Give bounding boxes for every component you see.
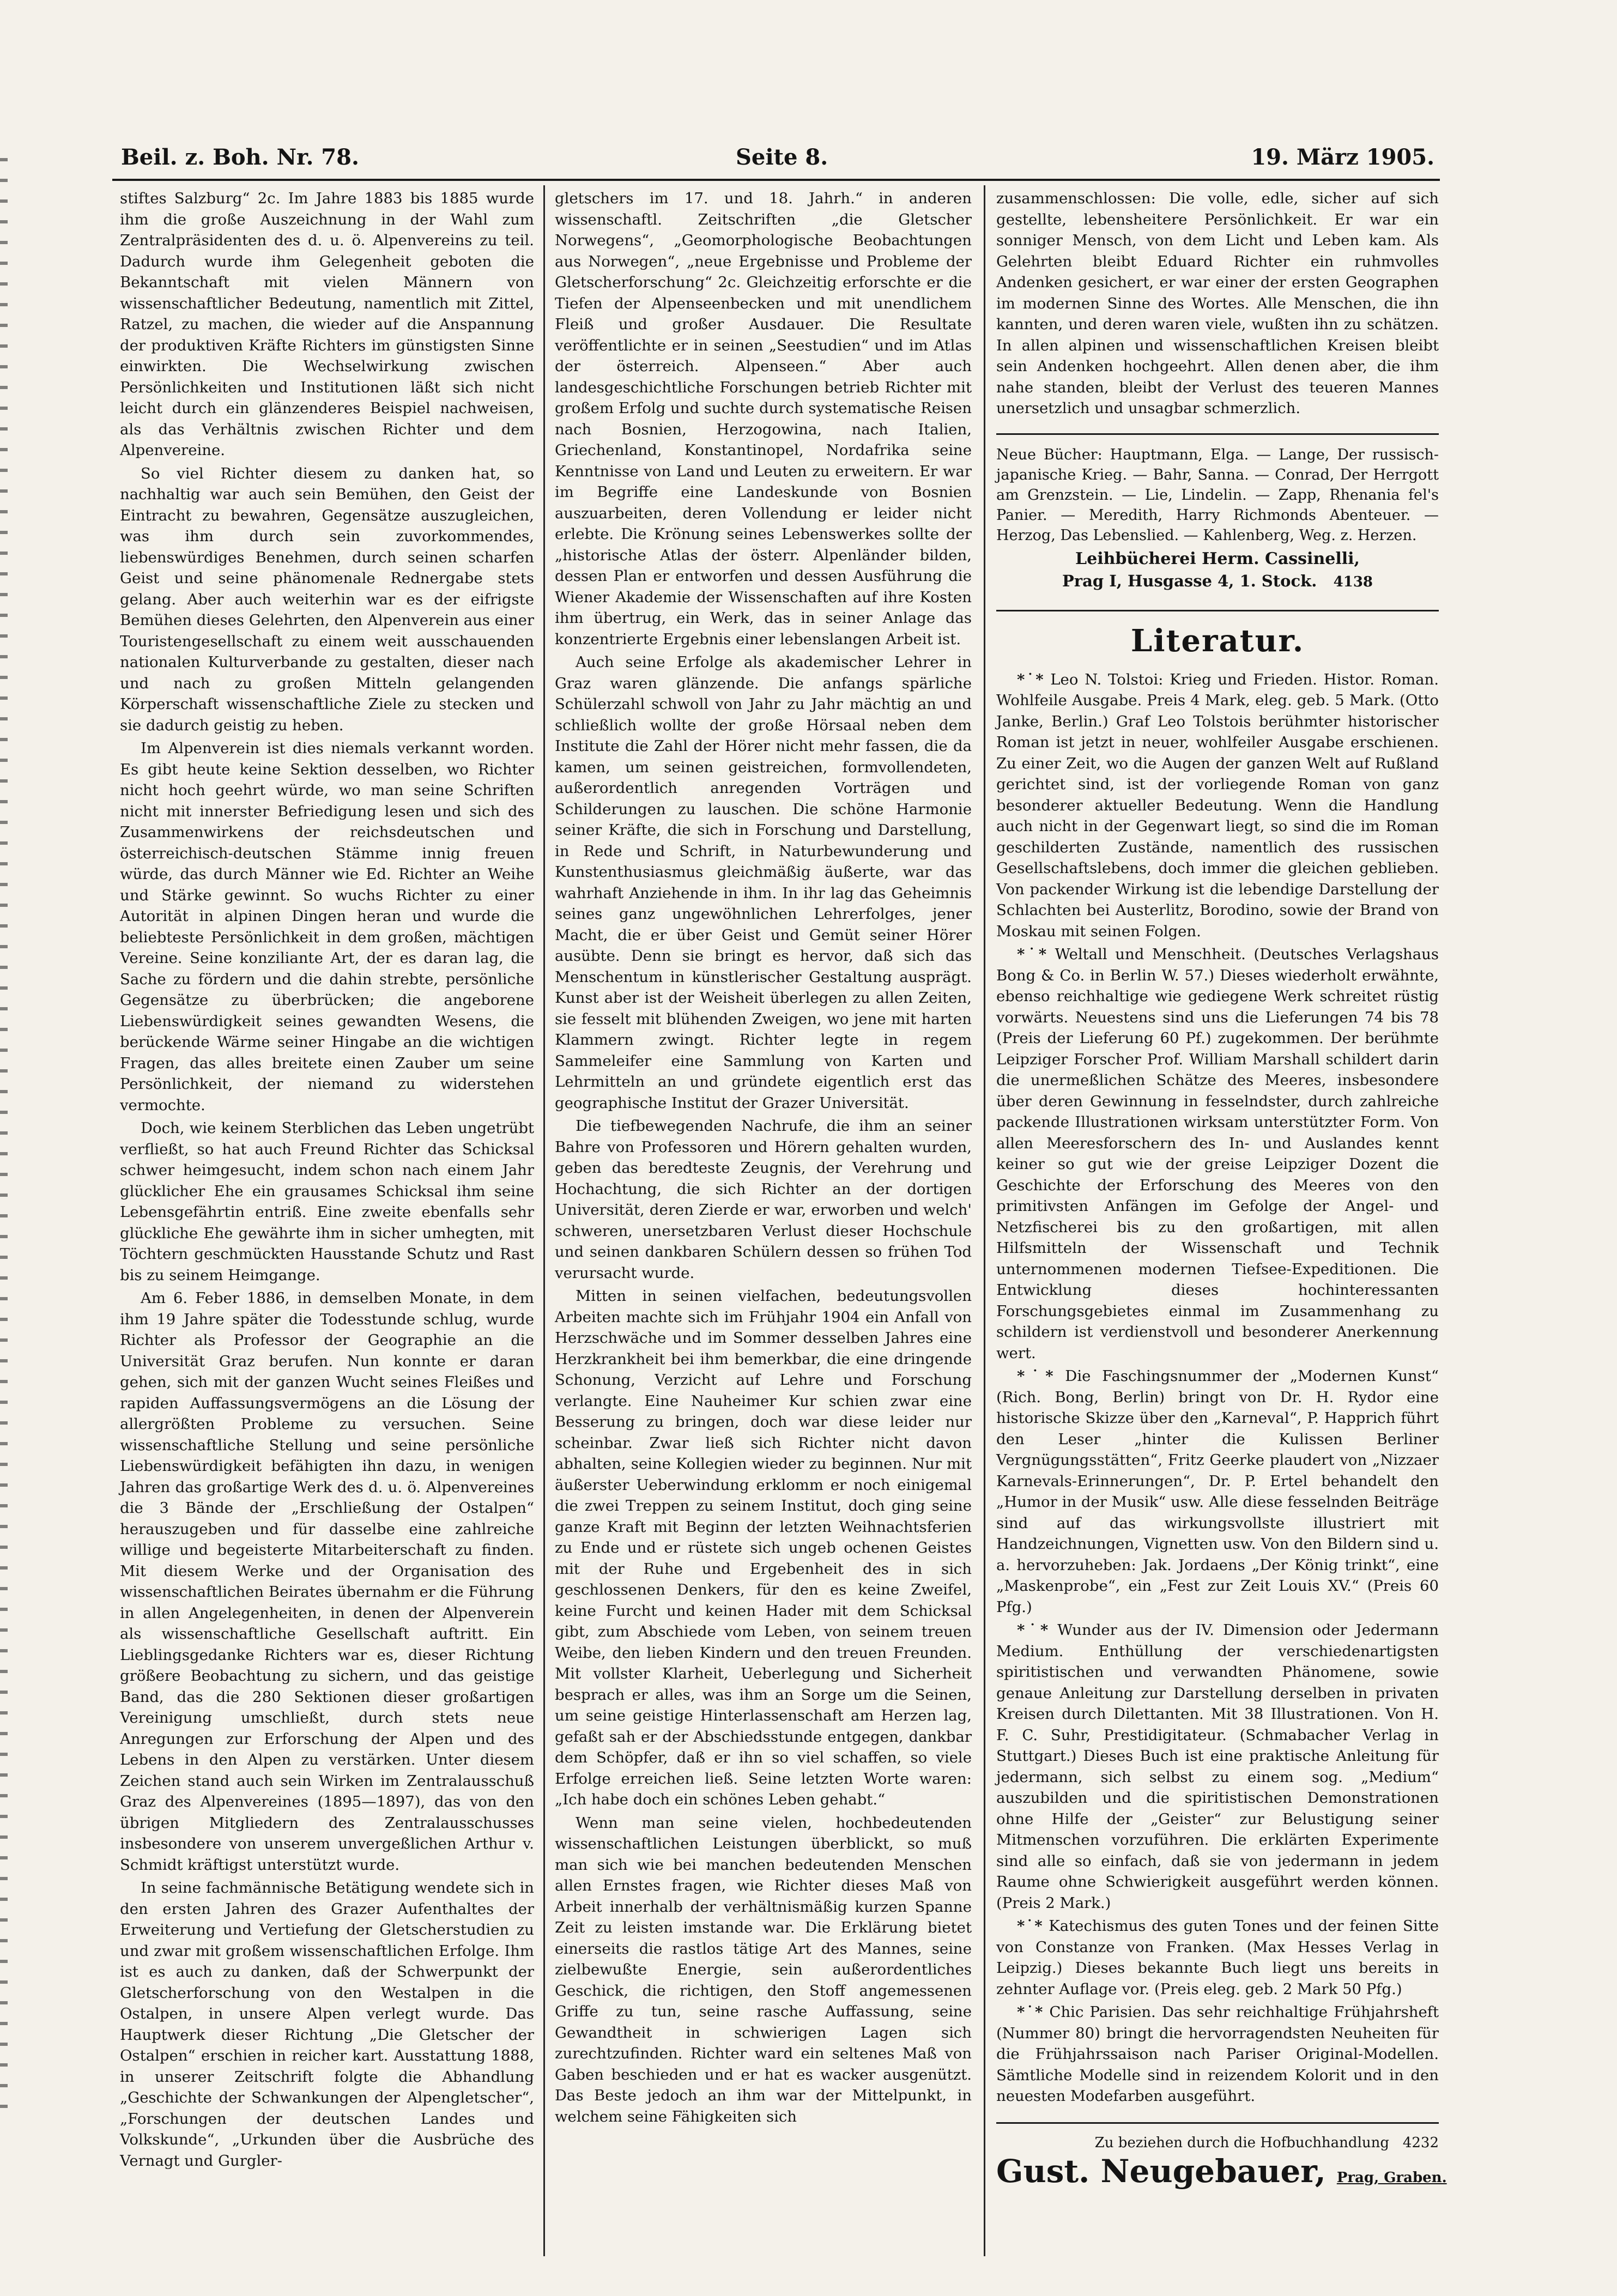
column-rule-1 — [543, 185, 545, 2256]
ad-shop-address — [996, 571, 1439, 592]
review-item — [996, 669, 1439, 942]
bullet-icon: *˙* — [1017, 670, 1051, 688]
ad2-shop — [996, 2152, 1447, 2197]
bullet-icon: *˙* — [1017, 1367, 1065, 1385]
ad-shop-name: Leihbücherei Herm. Cassinelli, — [1075, 549, 1360, 568]
ad2-code: 4232 — [1402, 2134, 1439, 2151]
article-paragraph: Auch seine Erfolge als akademischer Lehrer in Graz waren glänzende. Die anfangs spärliche Schülerzahl schwoll von Jahr zu Jahr mächtig an und schließlich wollte der große Hörsaal neben dem Institute die Zahl der Hörer nicht mehr fassen, die da kamen, um seinen geistreichen, formvollendeten, außerordentlich anregenden Vorträgen und Schilderungen zu lauschen. Die schöne Harmonie seiner Kräfte, die sich in Forschung und Darstellung, in Rede und Schrift, in Naturbewunderung und Kunstenthusiasmus gleichmäßig äußerte, war das wahrhaft Anziehende in ihm. In ihr lag das Geheimnis seines ganz ungewöhnlichen Lehrerfolges, jener Macht, die er über Geist und Gemüt seiner Hörer ausübte. Denn sie bringt es hervor, daß sich das Menschentum in künstlerischer Gestaltung ausprägt. Kunst aber ist der Weisheit überlegen zu allen Zeiten, sie fesselt mit blühenden Zweigen, wo jene mit harten Klammern zwingt. Richter legte in regem Sammeleifer eine Sammlung von Karten und Lehrmitteln an und gründete eigentlich erst das geographische Institut der Grazer Universität. — [555, 653, 972, 1112]
header-date: 19. März 1905. — [1251, 144, 1434, 170]
review-item — [996, 1916, 1439, 2000]
header-issue: Beil. z. Boh. Nr. 78. — [121, 144, 359, 170]
ad-code: 4138 — [1333, 573, 1373, 590]
review-text: Weltall und Menschheit. (Deutsches Verlagshaus Bong & Co. in Berlin W. 57.) Dieses wiederholt erwähnte, ebenso reichhaltige wie gediegene Werk schreitet rüstig vorwärts. Neuestens sind uns die Lieferungen 74 bis 78 (Preis der Lieferung 60 Pf.) zugekommen. Der berühmte Leipziger Forscher Prof. William Marshall schildert darin die unermeßlichen Schätze des Meeres, insbesondere über deren Gewinnung in fesselndster, durch zahlreiche packende Illustrationen wirksam unterstützter Form. Von allen Meeresforschern des In- und Auslandes kennt keiner so gut wie der greise Leipziger Dozent die Geschichte der Erforschung des Meeres von den primitivsten Anfängen im Gefolge der Angel- und Netzfischerei bis zu den großartigen, mit allen Hilfsmitteln der Wissenschaft und Technik unternommenen modernen Tiefsee-Expeditionen. Die Entwicklung dieses hochinteressanten Forschungsgebietes einmal im Zusammenhang zu schildern ist verdienstvoll und besonderer Anerkennung wert. — [996, 946, 1439, 1362]
ad2-top-line — [996, 2134, 1439, 2152]
article-paragraph: gletschers im 17. und 18. Jahrh.“ in anderen wissenschaftl. Zeitschriften „die Gletscher Norwegens“, „Geomorphologische Beobachtungen aus Norwegen“, „neue Ergebnisse und Probleme der Gletscherforschung“ 2c. Gleichzeitig erforschte er die Tiefen der Alpenseenbecken und mit unendlichem Fleiß und großer Ausdauer. Die Resultate veröffentlichte er in seinen „Seestudien“ und im Atlas der österreich. Alpenseen.“ Aber auch landesgeschichtliche Forschungen betrieb Richter mit großem Erfolg und suchte durch systematische Reisen nach Bosnien, Herzogowina, nach Italien, Griechenland, Konstantinopel, Nordafrika seine Kenntnisse von Land und Leuten zu erweitern. Er war im Begriffe eine Landeskunde von Bosnien auszuarbeiten, deren Vollendung er leider nicht erlebte. Die Krönung seines Lebenswerkes sollte der „historische Atlas der österr. Alpenländer bilden, dessen Plan er entworfen und dessen Ausführung die Wiener Akademie der Wissenschaften auf ihre Kosten ihm übertrug, ein Werk, das in seiner Anlage das konzentrierte Ergebnis einer lebenslangen Arbeit ist. — [555, 190, 972, 648]
review-text: Wunder aus der IV. Dimension oder Jedermann Medium. Enthüllung der verschiedenartigsten spiritistischen und verwandten Phänomene, sowie genaue Anleitung zur Darstellung derselben in privaten Kreisen durch Dilettanten. Mit 38 Illustrationen. Von H. F. C. Suhr, Prestidigitateur. (Schmabacher Verlag in Stuttgart.) Dieses Buch ist eine praktische Anleitung für jedermann, sich selbst zu einem sog. „Medium“ auszubilden und die spiritistischen Demonstrationen ohne Hilfe der „Geister“ zur Belustigung seiner Mitmenschen vorzuführen. Die erklärten Experimente sind alle so einfach, daß sie von jedermann in jedem Raume ohne Schwierigkeit ausgeführt werden können. (Preis 2 Mark.) — [996, 1621, 1439, 1912]
column-1 — [120, 188, 534, 2171]
article-paragraph: Im Alpenverein ist dies niemals verkannt worden. Es gibt heute keine Sektion desselben, wo Richter nicht hoch geehrt würde, wo man seine Schriften nicht mit innerster Befriedigung lesen und sich des Zusammenwirkens der reichsdeutschen und österreichisch-deutschen Stämme innig freuen würde, das durch Männer wie Ed. Richter an Weihe und Stärke gewinnt. So wuchs Richter zu einer Autorität in alpinen Dingen heran und wurde die beliebteste Persönlichkeit in dem großen, mächtigen Vereine. Seine konziliante Art, der es daran lag, die Sache zu fördern und die dahin strebte, persönliche Gegensätze zu überbrücken; die angeborene Liebenswürdigkeit seines gewandten Wesens, die berückende Wärme seiner Hingabe an die wichtigen Fragen, das alles breitete einen Zauber um seine Persönlichkeit, der niemand zu widerstehen vermochte. — [120, 740, 534, 1114]
review-item — [996, 1620, 1439, 1913]
binding-edge-marks — [0, 158, 8, 2120]
article-paragraph: zusammenschlossen: Die volle, edle, sicher auf sich gestellte, lebensheitere Persönlichkeit. Er war ein sonniger Mensch, von dem Licht und Leben kam. Als Gelehrten bleibt Eduard Richter ein ruhmvolles Andenken gesichert, er war einer der ersten Geographen im modernen Sinne des Wortes. Alle Menschen, die ihn kannten, und deren waren viele, wußten ihn zu schätzen. In allen alpinen und wissenschaftlichen Kreisen bleibt sein Andenken hochgeehrt. Allen denen aber, die ihm nahe standen, bleibt der Verlust des teueren Mannes unersetzlich und unsagbar schmerzlich. — [996, 190, 1439, 417]
section-title-literatur: Literatur. — [996, 610, 1439, 658]
hofbuchhandlung-advertisement — [996, 2134, 1447, 2197]
bookshop-advertisement — [996, 433, 1439, 592]
review-text: Katechismus des guten Tones und der feinen Sitte von Constanze von Franken. (Max Hesses Verlag in Leipzig.) Dieses bekannte Buch liegt uns bereits in zehnter Auflage vor. (Preis eleg. geb. 2 Mark 50 Pfg.) — [996, 1917, 1439, 1998]
article-paragraph: Die tiefbewegenden Nachrufe, die ihm an seiner Bahre von Professoren und Hörern gehalten wurden, geben das beredteste Zeugnis, der Verehrung und Hochachtung, die sich Richter an der dortigen Universität, deren Zierde er war, erworben und welch' schweren, unersetzbaren Verlust dieser Hochschule und seinen dankbaren Schülern dessen so frühen Tod verursacht wurde. — [555, 1117, 972, 1282]
review-item — [996, 944, 1439, 1364]
article-paragraph: In seine fachmännische Betätigung wendete sich in den ersten Jahren des Grazer Aufenthaltes der Erweiterung und Vertiefung der Gletscherstudien zu und zwar mit großem wissenschaftlichen Erfolge. Ihm ist es auch zu danken, daß der Schwerpunkt der Gletscherforschung von den Westalpen in die Ostalpen, in unsere Alpen verlegt wurde. Das Hauptwerk dieser Richtung „Die Gletscher der Ostalpen“ erschien in reicher kart. Ausstattung 1888, in unserer Zeitschrift folgte die Abhandlung „Geschichte der Schwankungen der Alpengletscher“, „Forschungen der deutschen Landes und Volkskunde“, „Urkunden über die Ausbrüche des Vernagt und Gurgler- — [120, 1879, 534, 2170]
review-text: Chic Parisien. Das sehr reichhaltige Frühjahrsheft (Nummer 80) bringt die hervorragendsten Neuheiten für die Frühjahrssaison nach Pariser Original-Modellen. Sämtliche Modelle sind in reizendem Kolorit und in den neuesten Modefarben ausgeführt. — [996, 2003, 1439, 2105]
article-paragraph: Wenn man seine vielen, hochbedeutenden wissenschaftlichen Leistungen überblickt, so muß man sich wie bei manchen bedeutenden Menschen allen Ernstes fragen, wie Richter dieses Maß von Arbeit innerhalb der verhältnismäßig kurzen Spanne Zeit zu leisten imstande war. Die Erklärung bietet einerseits die rastlos tätige Art des Mannes, seine zielbewußte Energie, sein außerordentliches Geschick, die richtigen, den Stoff angemessenen Griffe zu tun, seine rasche Auffassung, seine Gewandtheit in schwierigen Lagen sich zurechtzufinden. Richter ward ein seltenes Maß von Gaben beschieden und er hat es wacker ausgenützt. Das Beste jedoch an ihm war der Mittelpunkt, in welchem seine Fähigkeiten sich — [555, 1814, 972, 2125]
ad2-line: Zu beziehen durch die Hofbuchhandlung — [1094, 2134, 1390, 2151]
separator-rule — [996, 2122, 1439, 2124]
review-text: Die Faschingsnummer der „Modernen Kunst“ (Rich. Bong, Berlin) bringt von Dr. H. Rydor eine historische Skizze über den „Karneval“, P. Happrich führt den Leser „hinter die Kulissen Berliner Vergnügungsstätten“, Fritz Geerke plaudert von „Nizzaer Karnevals-Erinnerungen“, Dr. P. Ertel behandelt den „Humor in der Musik“ usw. Alle diese fesselnden Beiträge sind auf das wirkungsvollste illustriert mit Handzeichnungen, Vignetten usw. Von den Bildern sind u. a. hervorzuheben: Jak. Jordaens „Der König trinkt“, eine „Maskenprobe“, ein „Fest zur Zeit Louis XV.“ (Preis 60 Pfg.) — [996, 1367, 1439, 1616]
bullet-icon: *˙* — [1017, 1917, 1049, 1935]
column-2 — [555, 188, 972, 2127]
ad2-shop-address: Prag, Graben. — [1336, 2169, 1447, 2186]
header-rule — [112, 179, 1440, 181]
review-text: Leo N. Tolstoi: Krieg und Frieden. Histor. Roman. Wohlfeile Ausgabe. Preis 4 Mark, eleg. geb. 5 Mark. (Otto Janke, Berlin.) Graf Leo Tolstois berühmter historischer Roman ist jetzt in neuer, wohlfeiler Ausgabe erschienen. Zu einer Zeit, wo die Augen der ganzen Welt auf Rußland gerichtet sind, ist der vorliegende Roman von ganz besonderer aktueller Bedeutung. Wenn die Handlung auch nicht in der Gegenwart liegt, so sind die im Roman geschilderten Zustände, namentlich des russischen Gesellschaftslebens, doch immer die gleichen geblieben. Von packender Wirkung ist die lebendige Darstellung der Schlachten bei Austerlitz, Borodino, sowie der Brand von Moskau mit seinen Folgen. — [996, 670, 1439, 940]
column-3 — [996, 188, 1447, 2197]
ad2-shop-name: Gust. Neugebauer, — [996, 2152, 1326, 2190]
column-rule-2 — [984, 185, 985, 2256]
article-paragraph: Am 6. Feber 1886, in demselben Monate, in dem ihm 19 Jahre später die Todesstunde schlug, wurde Richter als Professor der Geographie an die Universität Graz berufen. Nun konnte er daran gehen, sich mit der ganzen Wucht seines Fleißes und rapiden Auffassungsvermögens an die Lösung der allergrößten Probleme zu versuchen. Seine wissenschaftliche Stellung und seine persönliche Liebenswürdigkeit befähigten ihn dazu, in wenigen Jahren das großartige Werk des d. u. ö. Alpenvereines die 3 Bände der „Erschließung der Ostalpen“ herauszugeben und für dasselbe eine zahlreiche willige und begeisterte Mitarbeiterschaft zu finden. Mit diesem Werke und der Organisation des wissenschaftlichen Beirates übernahm er die Führung in allen Angelegenheiten, in denen der Alpenverein als wissenschaftliche Gesellschaft auftritt. Ein Lieblingsgedanke Richters war es, dieser Richtung größere Beobachtung zu sichern, und das geistige Band, das die 280 Sektionen dieser großartigen Vereinigung umschließt, durch stets neue Anregungen zur Erforschung der Alpen und des Lebens in den Alpen zu verstärken. Unter diesem Zeichen stand auch sein Wirken im Zentralausschuß Graz des Alpenvereines (1895—1897), das von den übrigen Mitgliedern des Zentralausschusses insbesondere von unserem unvergeßlichen Arthur v. Schmidt kräftigst unterstützt wurde. — [120, 1289, 534, 1874]
review-item — [996, 1366, 1439, 1618]
page-header — [109, 139, 1439, 177]
article-paragraph: Mitten in seinen vielfachen, bedeutungsvollen Arbeiten machte sich im Frühjahr 1904 ein Anfall von Herzschwäche und im Sommer desselben Jahres eine Herzkrankheit bei ihm bemerkbar, die eine dringende Schonung, Verzicht auf Lehre und Forschung verlangte. Eine Nauheimer Kur schien zwar eine Besserung zu bringen, doch war diese leider nur scheinbar. Zwar ließ sich Richter nicht davon abhalten, seine Kollegien wieder zu beginnen. Nur mit äußerster Ueberwindung erklomm er noch einigemal die zwei Treppen zu seinem Institut, doch ging seine ganze Kraft mit Beginn der letzten Weihnachtsferien zu Ende und er rüstete sich ungeb ochenen Geistes mit der Ruhe und Ergebenheit des in sich geschlossenen Denkers, für den es keine Zweifel, keine Furcht und keinen Hader mit dem Schicksal gibt, zum Abschiede vom Leben, von seinem treuen Weibe, den lieben Kindern und den treuen Freunden. Mit vollster Klarheit, Ueberlegung und Sicherheit besprach er alles, was ihm an Sorge um die Seinen, um seine geistige Hinterlassenschaft am Herzen lag, gefaßt sah er der Abschiedsstunde entgegen, dankbar dem Schöpfer, daß er ihn so viel schaffen, so viele Erfolge erreichen ließ. Seine letzten Worte waren: „Ich habe doch ein schönes Leben gehabt.“ — [555, 1287, 972, 1808]
bullet-icon: *˙* — [1017, 2003, 1050, 2021]
bullet-icon: *˙* — [1017, 946, 1055, 963]
review-item — [996, 2002, 1439, 2107]
article-paragraph: So viel Richter diesem zu danken hat, so nachhaltig war auch sein Bemühen, den Geist der Eintracht zu bewahren, Gegensätze auszugleichen, was ihm durch sein zuvorkommendes, liebenswürdiges Benehmen, durch seinen scharfen Geist und seine phänomenale Rednergabe stets gelang. Aber auch weiterhin war es der eifrigste Bemühen dieses Gelehrten, den Alpenverein aus einer Touristengesellschaft zu einem weit ausschauenden nationalen Kulturverbande zu gestalten, dieser nach und nach zu großen Mitteln gelangenden Körperschaft wissenschaftliche Ziele zu stecken und sie dadurch geistig zu heben. — [120, 464, 534, 734]
header-page-number: Seite 8. — [736, 144, 828, 170]
ad-address-text: Prag I, Husgasse 4, 1. Stock. — [1062, 571, 1317, 590]
article-paragraph: Doch, wie keinem Sterblichen das Leben ungetrübt verfließt, so hat auch Freund Richter das Schicksal schwer heimgesucht, indem schon nach einem Jahr glücklicher Ehe ein grausames Schicksal ihm seine Lebensgefährtin entriß. Eine zweite ebenfalls sehr glückliche Ehe gewährte ihm in sicher umhegten, mit Töchtern geschmückten Hausstande Schutz und Rast bis zu seinem Heimgange. — [120, 1119, 534, 1284]
article-paragraph: stiftes Salzburg“ 2c. Im Jahre 1883 bis 1885 wurde ihm die große Auszeichnung in der Wahl zum Zentralpräsidenten des d. u. ö. Alpenvereins zu teil. Dadurch wurde ihm Gelegenheit geboten die Bekanntschaft mit vielen Männern von wissenschaftlicher Bedeutung, namentlich mit Zittel, Ratzel, zu machen, die wieder auf die Anspannung der produktiven Kräfte Richters im günstigsten Sinne einwirkten. Die Wechselwirkung zwischen Persönlichkeiten und Institutionen läßt sich nicht leicht durch ein glänzenderes Beispiel nachweisen, als das Verhältnis zwischen Richter und dem Alpenvereine. — [120, 190, 534, 459]
ad-new-books: Neue Bücher: Hauptmann, Elga. — Lange, Der russisch-japanische Krieg. — Bahr, Sanna. — Conrad, Der Herrgott am Grenzstein. — Lie, Lindelin. — Zapp, Rhenania fel's Panier. — Meredith, Harry Richmonds Abenteuer. — Herzog, Das Lebenslied. — Kahlenberg, Weg. z. Herzen. — [996, 446, 1439, 544]
bullet-icon: *˙* — [1017, 1621, 1058, 1639]
